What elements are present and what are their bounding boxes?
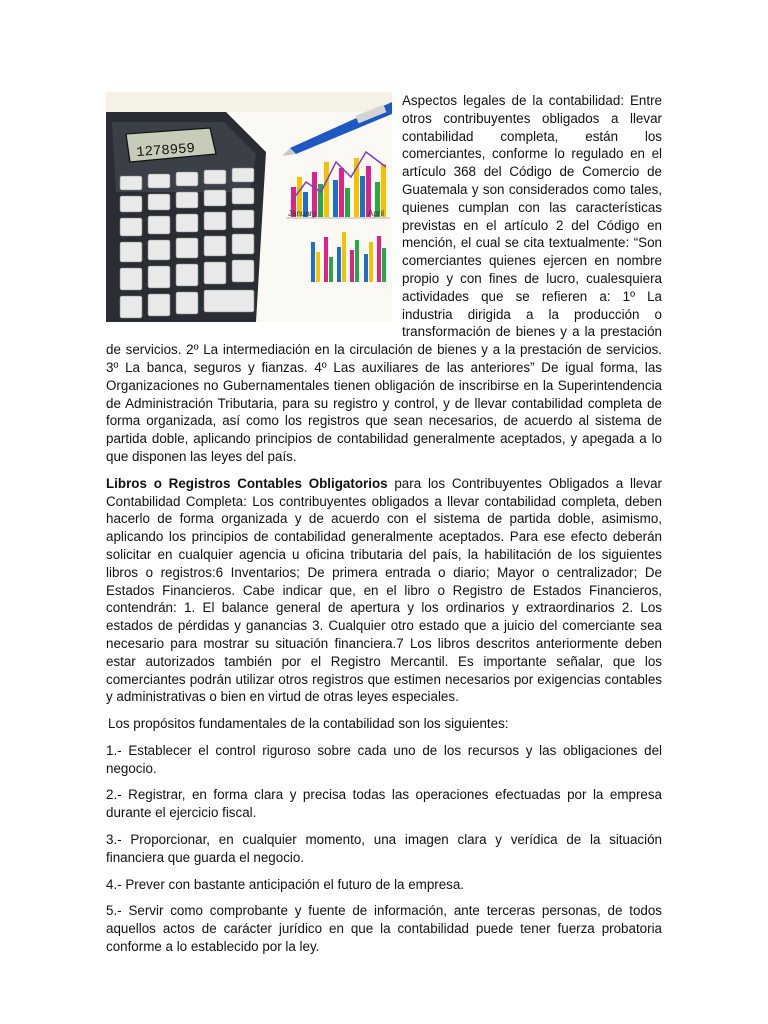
paragraph-heading: Libros o Registros Contables Obligatorios <box>106 475 388 491</box>
purpose-item: 1.- Establecer el control riguroso sobre cada uno de los recursos y las obligaciones del negocio. <box>106 742 662 776</box>
purpose-item: 4.- Prever con bastante anticipación el futuro de la empresa. <box>106 876 465 892</box>
chart-month-label: April <box>368 209 385 218</box>
calculator-graphic <box>106 112 266 322</box>
purpose-item: 3.- Proporcionar, en cualquier momento, una imagen clara y verídica de la situación financiera que guarda el negocio. <box>106 832 662 865</box>
chart-month-label: January <box>288 209 317 218</box>
accounting-illustration <box>106 92 392 322</box>
paragraph-mandatory-books <box>106 475 662 706</box>
purposes-intro: Los propósitos fundamentales de la contabilidad son los siguientes: <box>108 716 509 732</box>
purpose-item: 5.- Servir como comprobante y fuente de información, ante terceras personas, de todos aquellos actos de carácter jurídico en que la contabilidad puede tener fuerza probatoria conforme a lo establecido por la ley. <box>106 903 662 955</box>
calculator-display: 1278959 <box>135 141 196 162</box>
paragraph-body: para los Contribuyentes Obligados a llevar Contabilidad Completa: Los contribuyentes obligados a llevar contabilidad completa, deben hacerlo de forma organizada y de acuerdo con el sistema de partida doble, asimismo, aplicando los principios de contabilidad generalmente aceptados. Para ese efecto deberán solicitar en cualquier agencia u oficina tributaria del país, la habilitación de los siguientes libros o registros:6 Inventarios; De primera entrada o diario; Mayor o centralizador; De Estados Financieros. Cabe indicar que, en el libro o Registro de Estados Financieros, contendrán: 1. El balance general de apertura y los ordinarios y extraordinarios 2. Los estados de pérdidas y ganancias 3. Cualquier otro estado que a juicio del comerciante sea necesario para mostrar su situación financiera.7 Los libros descritos anteriormente deben estar autorizados también por el Registro Mercantil. Es importante señalar, que los comerciantes podrán utilizar otros registros que estimen necesarios por exigencias contables y administrativas o bien en virtud de otras leyes especiales. <box>106 475 662 705</box>
paragraph-legal-aspects: Aspectos legales de la contabilidad: Entre otros contribuyentes obligados a llevar contabilidad completa, están los comerciantes, conforme lo regulado en el artículo 368 del Código de Comercio de Guatemala y son considerados como tales, quienes cumplan con las características previstas en el artículo 2 del Código en mención, el cual se cita textualmente: “Son comerciantes quienes ejercen en nombre propio y con fines de lucro, cualesquiera actividades que se refieren a: 1º La industria dirigida a la producción o transformación de bienes y a la prestación de servicios. 2º La intermediación en la circulación de bienes y a la prestación de servicios. 3º La banca, seguros y fianzas. 4º Las auxiliares de las anteriores” De igual forma, las Organizaciones no Gubernamentales tienen obligación de inscribirse en la Superintendencia de Administración Tributaria, para su registro y control, y de llevar contabilidad completa de forma organizada, así como los registros que sean necesarios, de acuerdo al sistema de partida doble, aplicando principios de contabilidad generalmente aceptados, y apegada a lo que disponen las leyes del país. <box>106 93 662 464</box>
purpose-item: 2.- Registrar, en forma clara y precisa todas las operaciones efectuadas por la empresa durante el ejercicio fiscal. <box>106 787 662 821</box>
